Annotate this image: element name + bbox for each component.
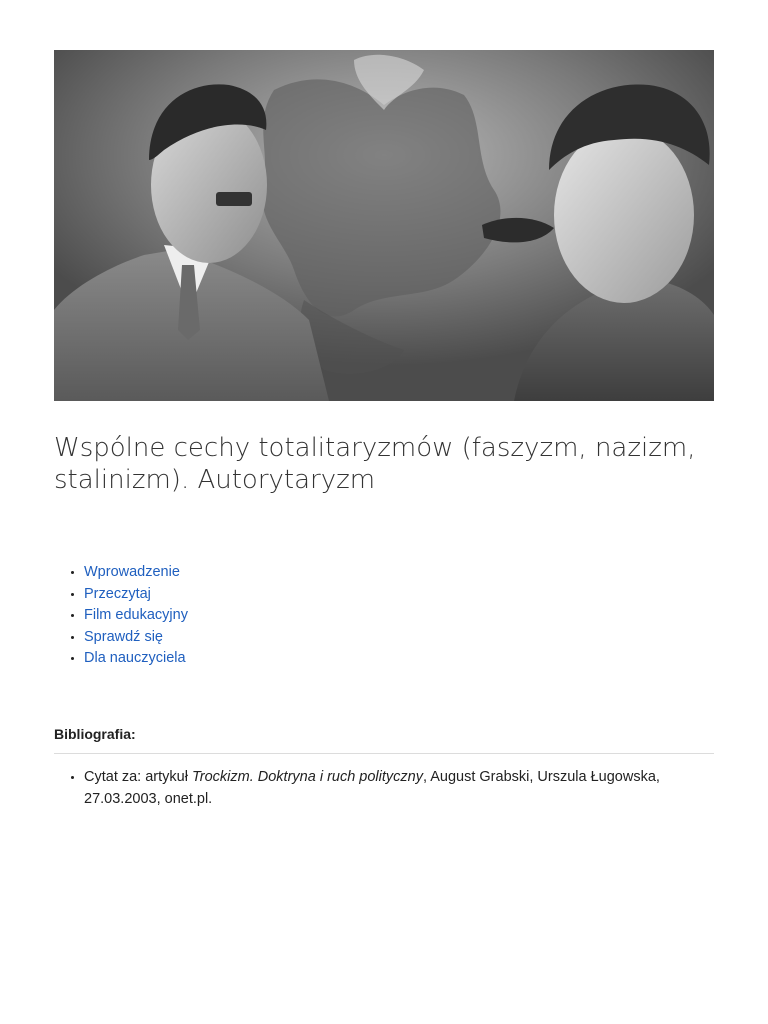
bibliography-article-title: Trockizm. Doktryna i ruch polityczny <box>191 769 423 785</box>
section-nav <box>54 562 188 670</box>
list-item <box>84 584 188 606</box>
bibliography-entry <box>84 767 724 810</box>
divider <box>54 753 714 754</box>
bibliography-prefix: Cytat za: artykuł <box>84 769 192 785</box>
portrait-photo-icon <box>54 50 714 401</box>
page-title: Wspólne cechy totalitaryzmów (faszyzm, nazizm, stalinizm). Autorytaryzm <box>54 433 696 495</box>
nav-link-dla-nauczyciela[interactable]: Dla nauczyciela <box>84 650 186 667</box>
list-item <box>84 562 188 584</box>
list-item <box>84 605 188 627</box>
nav-link-wprowadzenie[interactable]: Wprowadzenie <box>84 564 180 580</box>
nav-link-film-edukacyjny[interactable]: Film edukacyjny <box>84 607 188 624</box>
bibliography-heading: Bibliografia: <box>54 726 136 742</box>
bibliography-list <box>54 767 724 810</box>
hero-image <box>54 50 714 401</box>
list-item <box>84 627 188 649</box>
bibliography-suffix: , August Grabski, Urszula Ługowska, 27.03.2003, onet.pl. <box>84 769 660 807</box>
nav-link-sprawdz-sie[interactable]: Sprawdź się <box>84 628 163 645</box>
list-item <box>84 648 188 670</box>
nav-link-przeczytaj[interactable]: Przeczytaj <box>84 585 151 602</box>
